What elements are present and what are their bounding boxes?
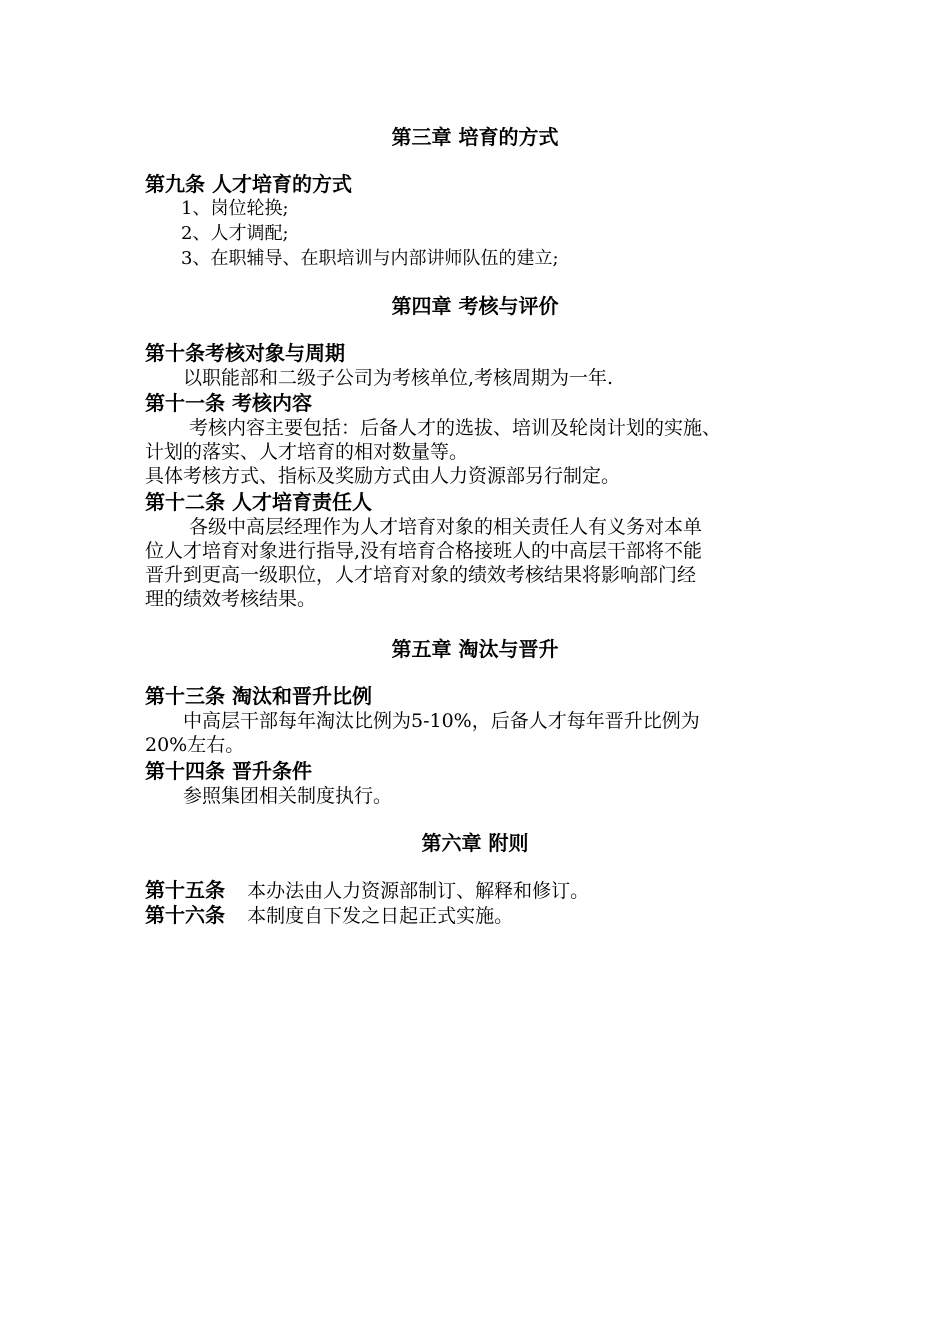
article-12-heading: 第十二条 人才培育责任人: [145, 490, 372, 514]
article-12-line-2: 位人才培育对象进行指导,没有培育合格接班人的中高层干部将不能: [145, 540, 703, 562]
article-13-heading: 第十三条 淘汰和晋升比例: [145, 684, 372, 708]
article-16-row: [145, 903, 513, 928]
article-10-heading: 第十条考核对象与周期: [145, 341, 345, 365]
article-12-text: [145, 515, 810, 611]
article-9-item-3: 3、在职辅导、在职培训与内部讲师队伍的建立;: [181, 248, 559, 269]
article-12-line-3: 晋升到更高一级职位，人才培育对象的绩效考核结果将影响部门经: [145, 564, 697, 586]
article-15-row: [145, 878, 589, 903]
article-16-heading: 第十六条: [145, 903, 225, 927]
article-11-line-2: 计划的落实、人才培育的相对数量等。: [145, 441, 469, 463]
chapter-4-title: 第四章 考核与评价: [391, 294, 559, 318]
article-9-item-2: 2、人才调配;: [181, 223, 289, 244]
article-11-line-1: 考核内容主要包括：后备人才的选拔、培训及轮岗计划的实施、: [189, 417, 722, 439]
article-9-item-1: 1、岗位轮换;: [181, 198, 289, 219]
article-15-heading: 第十五条: [145, 878, 225, 902]
article-13-line-2: 20%左右。: [145, 734, 245, 756]
article-9-heading: 第九条 人才培育的方式: [145, 172, 352, 196]
article-13-line-1: 中高层干部每年淘汰比例为5-10%，后备人才每年晋升比例为: [183, 710, 700, 732]
article-11-heading: 第十一条 考核内容: [145, 391, 312, 415]
article-15-text: 本办法由人力资源部制订、解释和修订。: [247, 880, 590, 902]
article-12-line-4: 理的绩效考核结果。: [145, 588, 317, 610]
article-13-text: [145, 709, 810, 757]
article-16-text: 本制度自下发之日起正式实施。: [247, 905, 514, 927]
article-12-line-1: 各级中高层经理作为人才培育对象的相关责任人有义务对本单: [189, 516, 703, 538]
article-14-heading: 第十四条 晋升条件: [145, 759, 312, 783]
article-11-text: [145, 416, 810, 488]
chapter-6-title: 第六章 附则: [421, 831, 529, 855]
chapter-3-title: 第三章 培育的方式: [391, 125, 559, 149]
article-14-text: 参照集团相关制度执行。: [183, 785, 393, 807]
article-10-text: 以职能部和二级子公司为考核单位,考核周期为一年.: [183, 367, 614, 389]
article-11-line-3: 具体考核方式、指标及奖励方式由人力资源部另行制定。: [145, 465, 621, 487]
chapter-5-title: 第五章 淘汰与晋升: [391, 637, 559, 661]
